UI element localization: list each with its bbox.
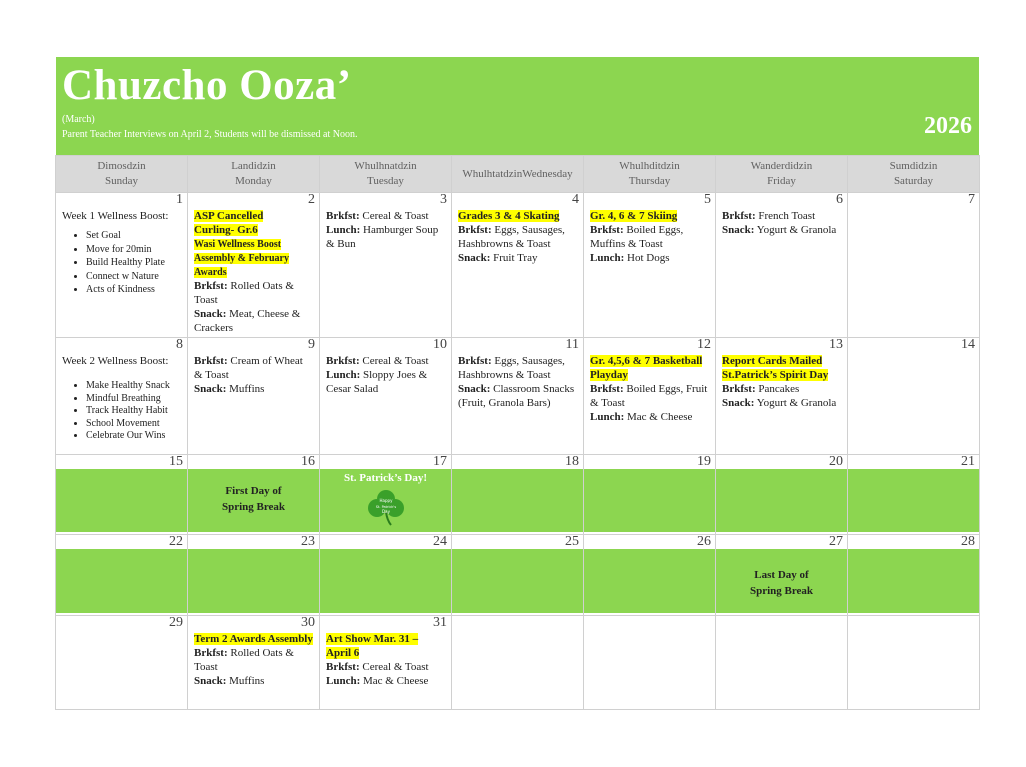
breakfast-value: Cereal & Toast [362,661,429,673]
wellness-list [62,380,181,443]
holiday-fill [56,469,187,532]
banner-note: Parent Teacher Interviews on April 2, Students will be dismissed at Noon. [62,129,358,140]
snack-label: Snack: [194,308,227,320]
breakfast-label: Brkfst: [194,280,228,292]
day-number: 5 [704,192,711,207]
event-highlight: Term 2 Awards Assembly [194,633,313,645]
breakfast-label: Brkfst: [326,210,360,222]
weekday-sunday: Dimosdzin Sunday [56,156,188,193]
holiday-fill [452,469,583,532]
day-number: 24 [433,534,447,549]
breakfast-value: Rolled Oats & Toast [194,647,294,673]
day-cell-9 [188,338,320,455]
year-label: 2026 [924,113,972,139]
snack-value: Muffins [229,383,265,395]
page-title: Chuzcho Ooza’ [62,62,352,109]
weekday-thursday: Whulhditdzin Thursday [584,156,716,193]
breakfast-value: French Toast [758,210,816,222]
day-number: 2 [308,192,315,207]
list-item: • Acts of Kindness [86,283,181,297]
day-number: 18 [565,454,579,469]
event-highlight: Curling- Gr.6 [194,224,258,236]
wellness-title: Week 2 Wellness Boost: [62,355,169,367]
day-number: 20 [829,454,843,469]
list-item: • Build Healthy Plate [86,256,181,270]
breakfast-label: Brkfst: [590,383,624,395]
lunch-value: Mac & Cheese [363,675,429,687]
breakfast-label: Brkfst: [458,355,492,367]
week-row-2 [56,338,980,455]
snack-value: Classroom Snacks (Fruit, Granola Bars) [458,383,575,409]
event-highlight: Wasi Wellness Boost Assembly & February Awards [194,239,289,278]
list-item: • Celebrate Our Wins [86,430,181,443]
holiday-fill [320,549,451,613]
empty-cell [452,616,584,710]
day-cell-5 [584,193,716,338]
snack-label: Snack: [194,383,227,395]
shamrock-icon [367,488,405,526]
breakfast-label: Brkfst: [194,647,228,659]
day-cell-31 [320,616,452,710]
empty-cell [584,616,716,710]
day-number: 15 [169,454,183,469]
list-item: • Move for 20min [86,243,181,257]
day-number: 17 [433,454,447,469]
day-cell-4 [452,193,584,338]
breakfast-value: Boiled Eggs, Fruit & Toast [590,383,708,409]
weekday-monday: Landidzin Monday [188,156,320,193]
breakfast-value: Rolled Oats & Toast [194,280,294,306]
snack-label: Snack: [194,675,227,687]
breakfast-value: Eggs, Sausages, Hashbrowns & Toast [458,224,565,250]
day-cell-8 [56,338,188,455]
event-highlight: Grades 3 & 4 Skating [458,210,560,222]
snack-label: Snack: [722,397,755,409]
day-number: 12 [697,337,711,352]
event-highlight: Gr. 4,5,6 & 7 Basketball Playday [590,355,703,381]
weekday-header-row [56,156,980,193]
list-item: • Make Healthy Snack [86,380,181,393]
day-number: 26 [697,534,711,549]
event-highlight: Gr. 4, 6 & 7 Skiing [590,210,678,222]
week-row-4 [56,535,980,616]
day-number: 25 [565,534,579,549]
shamrock-text: Day [381,509,390,514]
day-cell-12 [584,338,716,455]
breakfast-value: Cereal & Toast [362,210,429,222]
day-number: 9 [308,337,315,352]
weekday-wednesday: WhulhtatdzinWednesday [452,156,584,193]
lunch-label: Lunch: [326,675,361,687]
day-number: 31 [433,615,447,630]
list-item: • Mindful Breathing [86,393,181,406]
holiday-fill [584,549,715,613]
day-cell-21 [848,455,980,535]
event-highlight: St.Patrick’s Spirit Day [722,369,829,381]
day-cell-30 [188,616,320,710]
day-number: 19 [697,454,711,469]
day-number: 30 [301,615,315,630]
wellness-list [62,229,181,297]
breakfast-label: Brkfst: [590,224,624,236]
st-patricks-cell [320,469,451,532]
breakfast-value: Boiled Eggs, Muffins & Toast [590,224,684,250]
breakfast-value: Cream of Wheat & Toast [194,355,303,381]
day-number: 8 [176,337,183,352]
lunch-value: Hamburger Soup & Bun [326,224,439,250]
list-item: • Track Healthy Habit [86,405,181,418]
day-number: 16 [301,454,315,469]
snack-label: Snack: [722,224,755,236]
snack-label: Snack: [458,252,491,264]
day-cell-13 [716,338,848,455]
day-cell-6 [716,193,848,338]
week-row-1 [56,193,980,338]
day-cell-18 [452,455,584,535]
shamrock-text: Happy [379,498,392,503]
snack-label: Snack: [458,383,491,395]
snack-value: Muffins [229,675,265,687]
holiday-fill [848,549,979,613]
breakfast-label: Brkfst: [722,210,756,222]
empty-cell [716,616,848,710]
lunch-value: Mac & Cheese [627,411,693,423]
day-cell-25 [452,535,584,616]
week-row-5 [56,616,980,710]
holiday-fill [716,469,847,532]
day-cell-3 [320,193,452,338]
day-number: 1 [176,192,183,207]
lunch-value: Hot Dogs [627,252,670,264]
st-patricks-label: St. Patrick’s Day! [344,472,427,484]
event-highlight: Report Cards Mailed [722,355,823,367]
list-item: • Set Goal [86,229,181,243]
lunch-label: Lunch: [326,369,361,381]
day-cell-1 [56,193,188,338]
day-cell-24 [320,535,452,616]
day-number: 23 [301,534,315,549]
day-cell-20 [716,455,848,535]
list-item: • Connect w Nature [86,270,181,284]
week-row-3 [56,455,980,535]
day-cell-23 [188,535,320,616]
snack-value: Yogurt & Granola [756,224,837,236]
breakfast-value: Pancakes [758,383,800,395]
day-cell-15 [56,455,188,535]
day-number: 22 [169,534,183,549]
day-number: 7 [968,192,975,207]
breakfast-value: Cereal & Toast [362,355,429,367]
breakfast-label: Brkfst: [458,224,492,236]
snack-value: Yogurt & Granola [756,397,837,409]
day-cell-27 [716,535,848,616]
holiday-fill [452,549,583,613]
lunch-label: Lunch: [590,252,625,264]
wellness-title: Week 1 Wellness Boost: [62,210,169,222]
day-number: 6 [836,192,843,207]
holiday-fill [188,549,319,613]
day-number: 27 [829,534,843,549]
month-label: (March) [62,114,95,125]
day-cell-28 [848,535,980,616]
breakfast-label: Brkfst: [326,355,360,367]
day-cell-10 [320,338,452,455]
weekday-tuesday: Whulhnatdzin Tuesday [320,156,452,193]
empty-cell [848,616,980,710]
spring-break-start: First Day of Spring Break [188,469,319,532]
list-item: • School Movement [86,418,181,431]
lunch-label: Lunch: [590,411,625,423]
day-cell-26 [584,535,716,616]
breakfast-label: Brkfst: [722,383,756,395]
weekday-friday: Wanderdidzin Friday [716,156,848,193]
day-cell-29 [56,616,188,710]
event-highlight: ASP Cancelled [194,210,264,222]
day-number: 3 [440,192,447,207]
day-cell-14 [848,338,980,455]
breakfast-value: Eggs, Sausages, Hashbrowns & Toast [458,355,565,381]
day-number: 28 [961,534,975,549]
day-cell-19 [584,455,716,535]
day-number: 21 [961,454,975,469]
event-highlight: Art Show Mar. 31 – April 6 [326,633,419,659]
day-number: 11 [565,337,579,352]
day-cell-17 [320,455,452,535]
shamrock-text: St. Patrick's [375,505,396,509]
snack-value: Meat, Cheese & Crackers [194,308,301,334]
breakfast-label: Brkfst: [326,661,360,673]
holiday-fill [584,469,715,532]
day-number: 29 [169,615,183,630]
lunch-value: Sloppy Joes & Cesar Salad [326,369,428,395]
calendar-grid [55,155,980,710]
day-number: 4 [572,192,579,207]
holiday-fill [56,549,187,613]
day-cell-11 [452,338,584,455]
spring-break-end: Last Day of Spring Break [716,549,847,613]
holiday-fill [848,469,979,532]
day-cell-7 [848,193,980,338]
day-number: 14 [961,337,975,352]
lunch-label: Lunch: [326,224,361,236]
day-cell-22 [56,535,188,616]
calendar-banner [56,57,979,155]
day-cell-16 [188,455,320,535]
breakfast-label: Brkfst: [194,355,228,367]
snack-value: Fruit Tray [493,252,538,264]
day-cell-2 [188,193,320,338]
day-number: 10 [433,337,447,352]
day-number: 13 [829,337,843,352]
weekday-saturday: Sumdidzin Saturday [848,156,980,193]
